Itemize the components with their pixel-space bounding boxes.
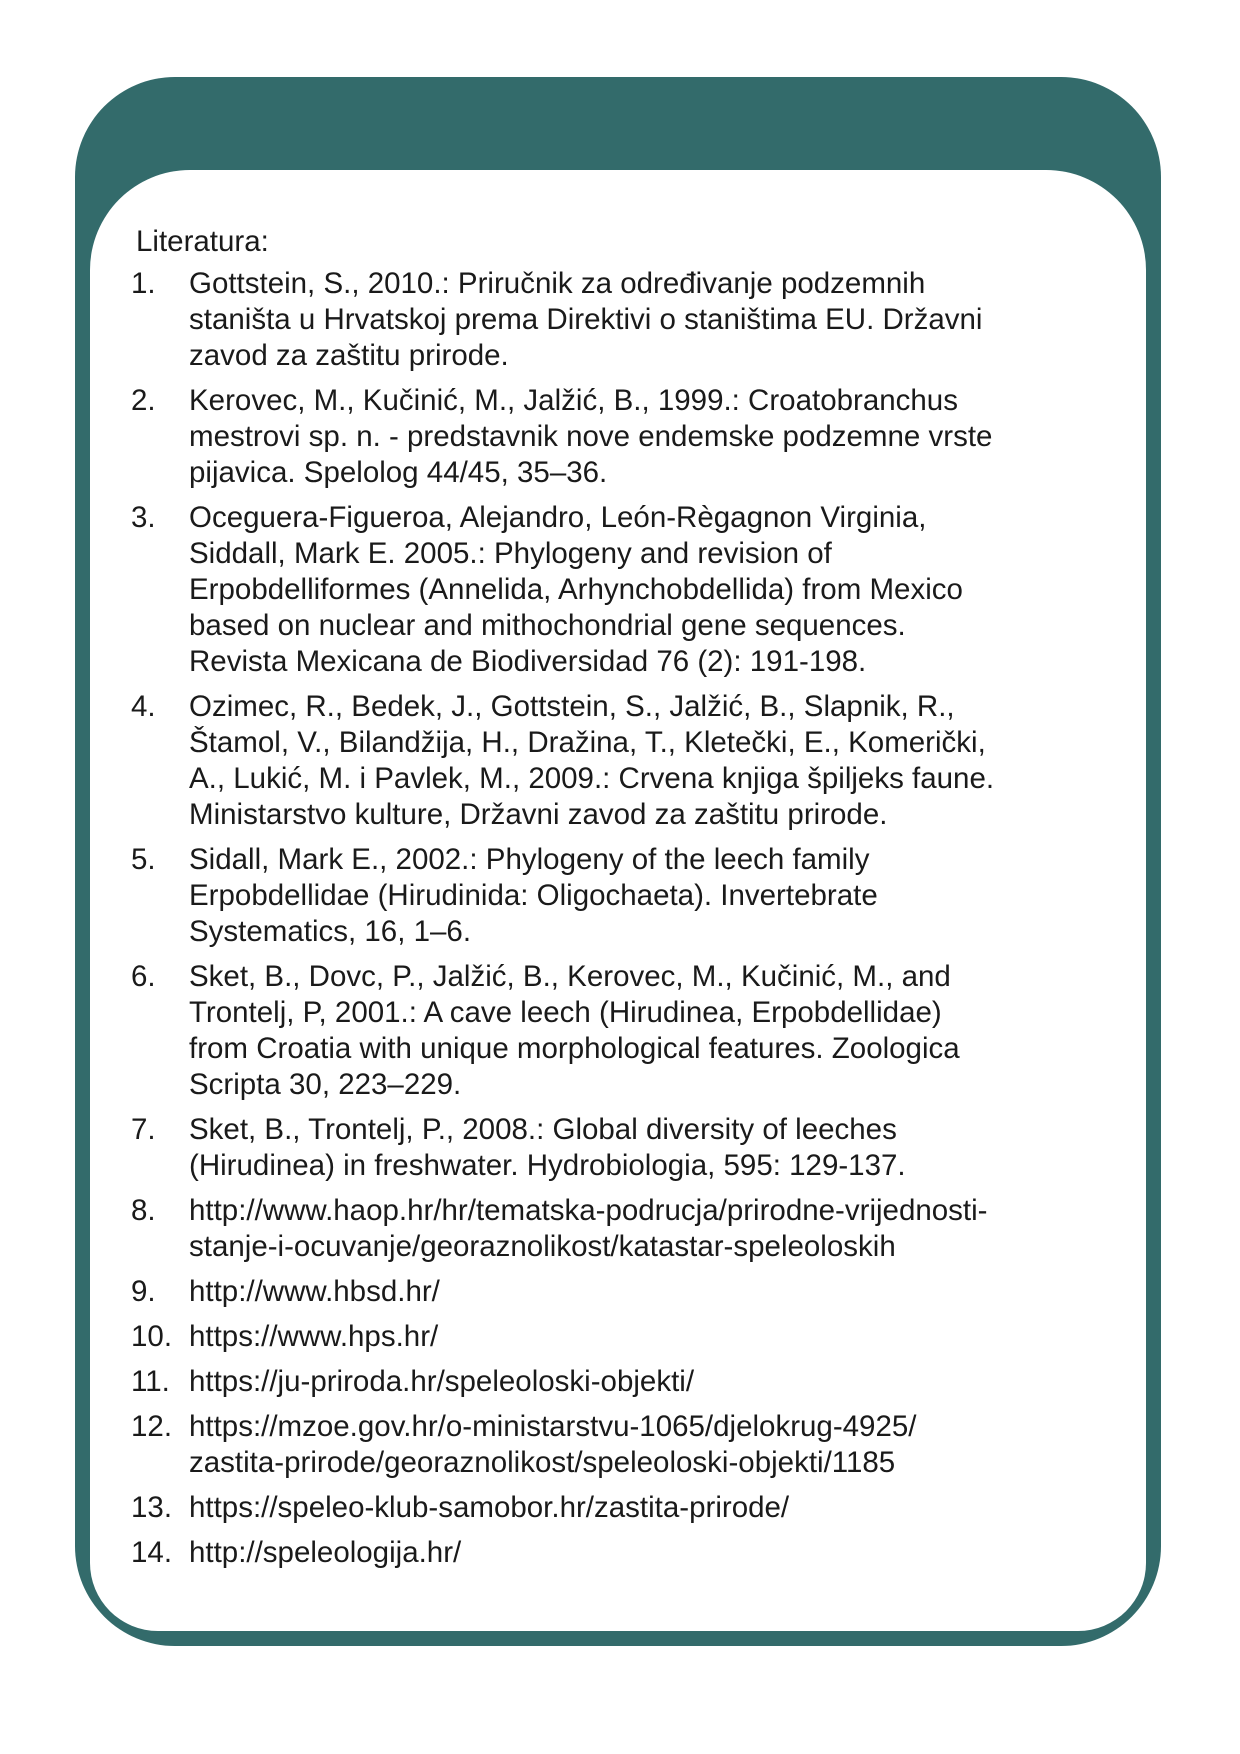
reference-number: 5. bbox=[131, 843, 156, 876]
references-list bbox=[131, 266, 1111, 1571]
reference-number: 12. bbox=[131, 1410, 173, 1443]
reference-text: Kerovec, M., Kučinić, M., Jalžić, B., 1999.: Croatobranchus mestrovi sp. n. - predstavnik nove endemske podzemne vrste pijavica. Spelolog 44/45, 35–36. bbox=[189, 384, 993, 489]
reference-item bbox=[131, 689, 1111, 833]
reference-text: http://speleologija.hr/ bbox=[189, 1536, 462, 1569]
reference-item bbox=[131, 1274, 1111, 1310]
reference-number: 7. bbox=[131, 1113, 156, 1146]
reference-text: http://www.hbsd.hr/ bbox=[189, 1275, 440, 1308]
reference-item bbox=[131, 1490, 1111, 1526]
reference-number: 8. bbox=[131, 1194, 156, 1227]
reference-number: 1. bbox=[131, 267, 156, 300]
reference-text: Sket, B., Trontelj, P., 2008.: Global diversity of leeches (Hirudinea) in freshwater. Hydrobiologia, 595: 129-137. bbox=[189, 1113, 906, 1182]
reference-number: 9. bbox=[131, 1275, 156, 1308]
reference-text: Ozimec, R., Bedek, J., Gottstein, S., Jalžić, B., Slapnik, R., Štamol, V., Bilandžija, H., Dražina, T., Kletečki, E., Komerički, A., Lukić, M. i Pavlek, M., 2009.: Crvena knjiga špiljeks faune. Ministarstvo kulture, Državni zavod za zaštitu prirode. bbox=[189, 690, 995, 831]
reference-text: https://speleo-klub-samobor.hr/zastita-prirode/ bbox=[189, 1491, 790, 1524]
references-heading: Literatura: bbox=[136, 225, 269, 258]
reference-item bbox=[131, 383, 1111, 491]
reference-item bbox=[131, 959, 1111, 1103]
reference-text: https://mzoe.gov.hr/o-ministarstvu-1065/djelokrug-4925/ zastita-prirode/georaznolikost/speleoloski-objekti/1185 bbox=[189, 1410, 917, 1479]
reference-number: 14. bbox=[131, 1536, 173, 1569]
reference-item bbox=[131, 1364, 1111, 1400]
reference-text: https://ju-priroda.hr/speleoloski-objekti/ bbox=[189, 1365, 695, 1398]
reference-number: 13. bbox=[131, 1491, 173, 1524]
reference-number: 11. bbox=[131, 1365, 170, 1398]
reference-item bbox=[131, 1535, 1111, 1571]
reference-text: Sidall, Mark E., 2002.: Phylogeny of the leech family Erpobdellidae (Hirudinida: Oligochaeta). Invertebrate Systematics, 16, 1–6. bbox=[189, 843, 878, 948]
reference-number: 3. bbox=[131, 501, 156, 534]
reference-item bbox=[131, 1409, 1111, 1481]
reference-item bbox=[131, 500, 1111, 680]
reference-number: 6. bbox=[131, 960, 156, 993]
reference-item bbox=[131, 1112, 1111, 1184]
reference-text: Gottstein, S., 2010.: Priručnik za određivanje podzemnih staništa u Hrvatskoj prema Direktivi o staništima EU. Državni zavod za zaštitu prirode. bbox=[189, 267, 983, 372]
reference-text: Oceguera-Figueroa, Alejandro, León-Règagnon Virginia, Siddall, Mark E. 2005.: Phylogeny and revision of Erpobdelliformes (Annelida, Arhynchobdellida) from Mexico based on nuclear and mithochondrial gene sequences. Revista Mexicana de Biodiversidad 76 (2): 191-198. bbox=[189, 501, 963, 678]
reference-item bbox=[131, 1193, 1111, 1265]
reference-item bbox=[131, 842, 1111, 950]
reference-text: https://www.hps.hr/ bbox=[189, 1320, 439, 1353]
reference-number: 4. bbox=[131, 690, 156, 723]
references-section bbox=[131, 224, 1111, 1580]
reference-text: Sket, B., Dovc, P., Jalžić, B., Kerovec, M., Kučinić, M., and Trontelj, P, 2001.: A cave leech (Hirudinea, Erpobdellidae) from Croatia with unique morphological features. Zoologica Scripta 30, 223–229. bbox=[189, 960, 960, 1101]
reference-item bbox=[131, 266, 1111, 374]
reference-number: 10. bbox=[131, 1320, 173, 1353]
reference-number: 2. bbox=[131, 384, 156, 417]
reference-item bbox=[131, 1319, 1111, 1355]
reference-text: http://www.haop.hr/hr/tematska-podrucja/prirodne-vrijednosti- stanje-i-ocuvanje/georaznolikost/katastar-speleoloskih bbox=[189, 1194, 988, 1263]
